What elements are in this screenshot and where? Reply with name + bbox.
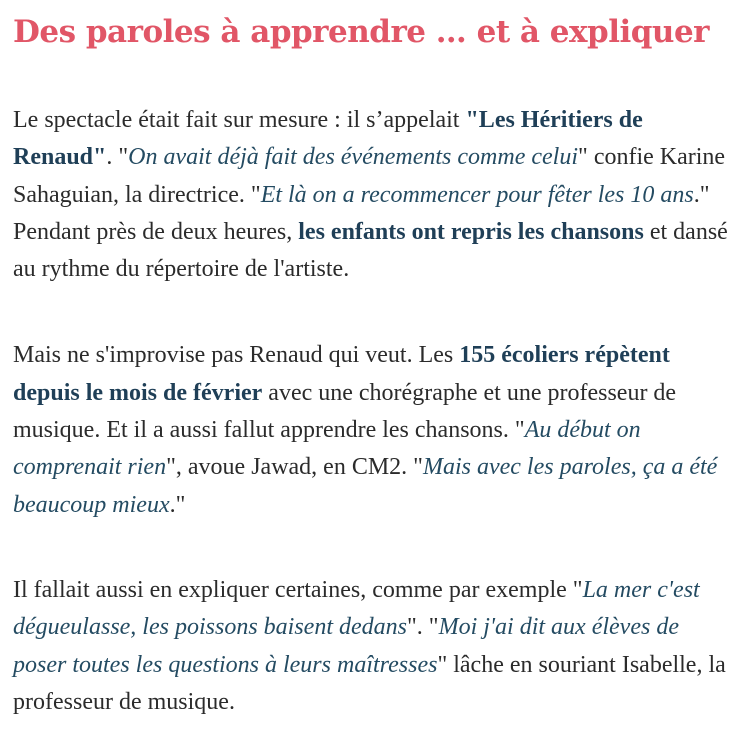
bold-highlight: les enfants ont repris les chansons (298, 218, 644, 245)
paragraph-3 (13, 572, 733, 721)
bold-show-title: "Les Héritiers de Renaud" (13, 107, 643, 171)
paragraph-1 (13, 102, 733, 288)
text-run: Mais ne s'improvise pas Renaud qui veut. Les (13, 342, 460, 369)
quote-italic: Mais avec les paroles, ça a été beaucoup mieux (13, 454, 718, 518)
section-heading: Des paroles à apprendre … et à expliquer (13, 14, 710, 50)
quote-italic: La mer c'est dégueulasse, les poissons baisent dedans (13, 576, 700, 641)
text-run: avec une chorégraphe et une professeur de musique. Et il a aussi fallut apprendre les chansons. " (13, 379, 677, 444)
quote-italic: On avait déjà fait des événements comme celui (128, 144, 579, 171)
text-run: et dansé au rythme du répertoire de l'artiste. (13, 218, 728, 283)
article (13, 0, 733, 721)
text-run: ", avoue Jawad, en CM2. " (166, 454, 423, 481)
text-run: Le spectacle était fait sur mesure : il s’appelait (13, 107, 466, 133)
quote-italic: Et là on a recommencer pour fêter les 10 ans (260, 181, 694, 208)
quote-italic: Au début on comprenait rien (13, 417, 641, 481)
text-run: " lâche en souriant Isabelle, la professeur de musique. (13, 651, 726, 715)
paragraph-2 (13, 337, 733, 523)
quote-italic: Moi j'ai dit aux élèves de poser toutes les questions à leurs maîtresses (13, 614, 679, 678)
text-run: . " (106, 144, 129, 171)
text-run: ." Pendant près de deux heures, (13, 181, 710, 245)
bold-highlight: 155 écoliers répètent depuis le mois de février (13, 342, 670, 406)
text-run: ". " (406, 614, 439, 641)
text-run: ." (169, 491, 186, 518)
text-run: Il fallait aussi en expliquer certaines, comme par exemple " (13, 576, 583, 603)
text-run: " confie Karine Sahaguian, la directrice. " (13, 144, 726, 208)
